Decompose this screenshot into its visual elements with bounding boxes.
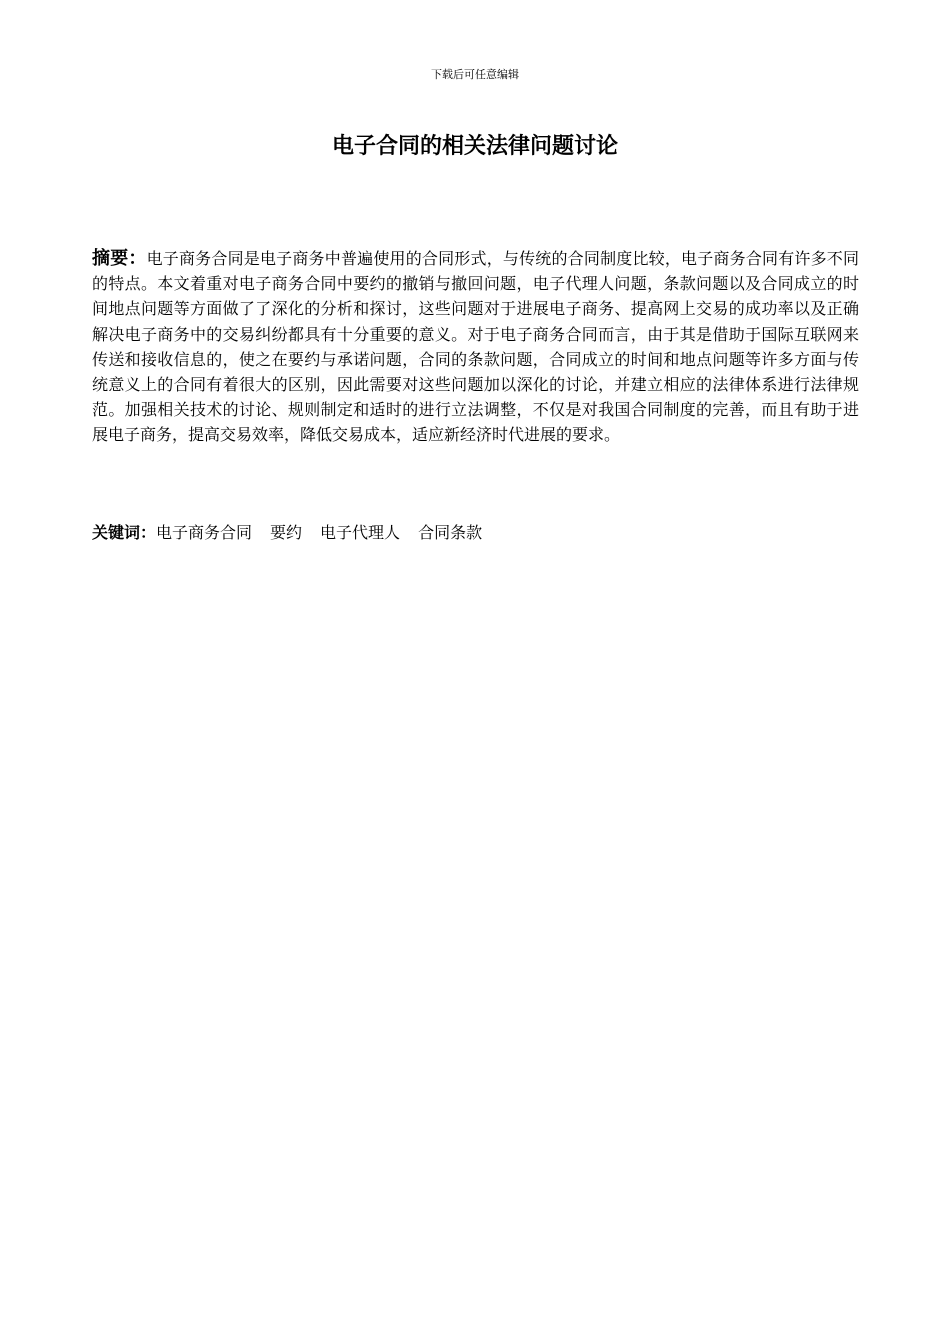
- keyword-item: 电子商务合同: [156, 523, 253, 542]
- abstract-text: 电子商务合同是电子商务中普遍使用的合同形式，与传统的合同制度比较，电子商务合同有许多不同的特点。本文着重对电子商务合同中要约的撤销与撤回问题，电子代理人问题，条款问题以及合同成立的时间地点问题等方面做了了深化的分析和探讨，这些问题对于进展电子商务、提高网上交易的成功率以及正确解决电子商务中的交易纠纷都具有十分重要的意义。对于电子商务合同而言，由于其是借助于国际互联网来传送和接收信息的，使之在要约与承诺问题，合同的条款问题，合同成立的时间和地点问题等许多方面与传统意义上的合同有着很大的区别，因此需要对这些问题加以深化的讨论，并建立相应的法律体系进行法律规范。加强相关技术的讨论、规则制定和适时的进行立法调整，不仅是对我国合同制度的完善，而且有助于进展电子商务，提高交易效率，降低交易成本，适应新经济时代进展的要求。: [92, 249, 859, 445]
- abstract-paragraph: [92, 246, 859, 448]
- keyword-item: 合同条款: [418, 523, 483, 542]
- keywords-line: [92, 520, 859, 545]
- header-note: 下载后可任意编辑: [431, 68, 519, 81]
- document-title: 电子合同的相关法律问题讨论: [331, 134, 618, 159]
- abstract-label: 摘要：: [92, 248, 147, 269]
- keyword-item: 电子代理人: [320, 523, 401, 542]
- keywords-label: 关键词：: [92, 523, 157, 542]
- keyword-item: 要约: [270, 523, 303, 542]
